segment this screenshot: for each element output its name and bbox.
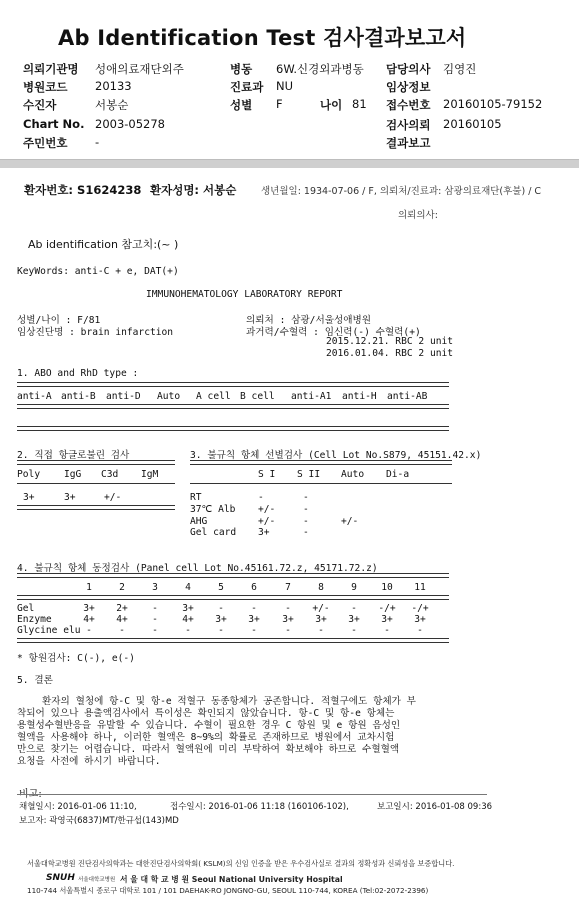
screening-row-label: AHG bbox=[190, 516, 208, 527]
screening-row-label: 37℃ Alb bbox=[190, 504, 236, 515]
screening-cell: - bbox=[303, 516, 309, 527]
patient-reg-no: 환자번호: S1624238 bbox=[24, 183, 142, 197]
test-request-label: 검사의뢰 bbox=[386, 118, 431, 132]
screening-cell: +/- bbox=[258, 516, 276, 527]
screening-cell: - bbox=[258, 492, 264, 503]
hospital-code-label: 병원코드 bbox=[23, 80, 68, 94]
dat-title: 2. 직접 항글로불린 검사 bbox=[17, 450, 130, 461]
receipt-no-label: 접수번호 bbox=[386, 98, 431, 112]
dat-header-cell: IgM bbox=[141, 469, 159, 480]
ab-identification-reference: Ab identification 참고치:(~ ) bbox=[28, 238, 179, 251]
collected-time: 채혈일시: 2016-01-06 11:10, bbox=[19, 802, 137, 812]
screening-row-label: RT bbox=[190, 492, 202, 503]
hospital-code-value: 20133 bbox=[95, 79, 132, 93]
table-rule bbox=[190, 460, 452, 465]
abo-header-cell: A cell bbox=[196, 391, 231, 402]
remarks-label: 비고: bbox=[19, 789, 42, 800]
panel-cell: +/- bbox=[312, 603, 330, 614]
panel-cell: - bbox=[119, 625, 125, 636]
table-rule bbox=[17, 595, 449, 600]
panel-cell: -/+ bbox=[378, 603, 396, 614]
conclusion-line: 착되어 있으나 용출액검사에서 특이성은 확인되지 않았습니다. 항-C 및 항-e 항체는 bbox=[17, 708, 395, 719]
snuh-logo-subtitle: 서울대학교병원 bbox=[78, 877, 116, 883]
panel-column-number: 2 bbox=[119, 582, 125, 593]
screening-cell: - bbox=[303, 504, 309, 515]
sex-age: 성별/나이 : F/81 bbox=[17, 315, 101, 326]
dat-value-poly: 3+ bbox=[23, 492, 35, 503]
panel-column-number: 5 bbox=[218, 582, 224, 593]
collector-label: 수진자 bbox=[23, 98, 57, 112]
panel-cell: 3+ bbox=[182, 603, 194, 614]
panel-cell: - bbox=[218, 603, 224, 614]
received-time: 접수일시: 2016-01-06 11:18 (160106-102), bbox=[170, 802, 349, 812]
panel-column-number: 1 bbox=[86, 582, 92, 593]
panel-row-label: Gel bbox=[17, 603, 35, 614]
panel-cell: - bbox=[152, 625, 158, 636]
panel-cell: - bbox=[251, 625, 257, 636]
dat-header-cell: IgG bbox=[64, 469, 82, 480]
panel-cell: 3+ bbox=[315, 614, 327, 625]
keywords: KeyWords: anti-C + e, DAT(+) bbox=[17, 266, 179, 277]
sex-label: 성별 bbox=[230, 98, 253, 112]
ward-value: 6W.신경외과병동 bbox=[276, 62, 364, 76]
panel-cell: 3+ bbox=[215, 614, 227, 625]
table-rule bbox=[17, 382, 449, 387]
abo-header-cell: anti-B bbox=[61, 391, 96, 402]
screening-header-cell: S II bbox=[297, 469, 321, 480]
diagnosis: 임상진단명 : brain infarction bbox=[17, 327, 174, 338]
antigen-test: * 항원검사: C(-), e(-) bbox=[17, 653, 135, 664]
abo-header-cell: anti-A bbox=[17, 391, 52, 402]
conclusion-title: 5. 결론 bbox=[17, 675, 53, 686]
panel-cell: - bbox=[318, 625, 324, 636]
abo-header-cell: anti-D bbox=[106, 391, 141, 402]
panel-cell: - bbox=[218, 625, 224, 636]
panel-cell: - bbox=[351, 603, 357, 614]
sex-value: F bbox=[276, 97, 283, 111]
panel-column-number: 11 bbox=[414, 582, 426, 593]
panel-title: 4. 불규칙 항체 동정검사 (Panel cell Lot No.45161.72.z, 45171.72.z) bbox=[17, 563, 378, 574]
hospital-address: 110-744 서울특별시 종로구 대학로 101 / 101 DAEHAK-RO JONGNO-GU, SEOUL 110-744, KOREA (Tel:02-2072-2396) bbox=[27, 886, 429, 895]
screening-header-cell: Di-a bbox=[386, 469, 410, 480]
dat-value-igg: 3+ bbox=[64, 492, 76, 503]
doctor-value: 김영진 bbox=[443, 62, 477, 76]
table-rule bbox=[17, 638, 449, 643]
screening-cell: +/- bbox=[341, 516, 359, 527]
abo-header-cell: anti-AB bbox=[387, 391, 428, 402]
section-divider bbox=[0, 159, 579, 168]
panel-cell: - bbox=[351, 625, 357, 636]
panel-column-number: 10 bbox=[381, 582, 393, 593]
page-title: Ab Identification Test 검사결과보고서 bbox=[58, 26, 467, 50]
screening-cell: +/- bbox=[258, 504, 276, 515]
table-rule bbox=[17, 404, 449, 409]
receipt-no-value: 20160105-79152 bbox=[443, 97, 543, 111]
transfusion-record-1: 2015.12.21. RBC 2 unit bbox=[326, 336, 454, 347]
collector-value: 서봉순 bbox=[95, 98, 129, 112]
table-rule bbox=[17, 483, 175, 484]
clinical-info-label: 임상정보 bbox=[386, 80, 431, 94]
requester-label: 의뢰기관명 bbox=[23, 62, 79, 76]
abo-header-cell: anti-A1 bbox=[291, 391, 332, 402]
screening-title: 3. 불규칙 항체 선별검사 (Cell Lot No.S879, 45151.42.x) bbox=[190, 450, 482, 461]
conclusion-line: 혈액을 사용해야 하나, 이러한 혈액은 8~9%의 확률로 존재하므로 병원에서 교차시험 bbox=[17, 732, 395, 743]
lab-report-title: IMMUNOHEMATOLOGY LABORATORY REPORT bbox=[146, 289, 343, 300]
test-request-value: 20160105 bbox=[443, 117, 502, 131]
panel-cell: - bbox=[86, 625, 92, 636]
panel-row-label: Enzyme bbox=[17, 614, 52, 625]
requester-doctor: 의뢰의사: bbox=[398, 210, 438, 221]
panel-column-number: 9 bbox=[351, 582, 357, 593]
table-rule bbox=[17, 460, 175, 465]
panel-column-number: 7 bbox=[285, 582, 291, 593]
table-rule bbox=[17, 426, 449, 431]
doctor-label: 담당의사 bbox=[386, 62, 431, 76]
conclusion-line: 환자의 혈청에 항-C 및 항-e 적혈구 동종항체가 공존합니다. 적혈구에도 항체가 부 bbox=[42, 696, 416, 707]
panel-column-number: 6 bbox=[251, 582, 257, 593]
certification-note: 서울대학교병원 진단검사의학과는 대한진단검사의학회( KSLM)의 신임 인증을 받은 우수검사실로 결과의 정확성과 신뢰성을 보증합니다. bbox=[27, 859, 455, 868]
panel-cell: 4+ bbox=[182, 614, 194, 625]
footer-rule bbox=[17, 794, 487, 795]
panel-cell: - bbox=[152, 603, 158, 614]
abo-header-cell: B cell bbox=[240, 391, 275, 402]
panel-column-number: 8 bbox=[318, 582, 324, 593]
conclusion-line: 용혈성수혈반응을 유발할 수 있습니다. 수혈이 필요한 경우 C 항원 및 e 항원 음성인 bbox=[17, 720, 401, 731]
resident-no-label: 주민번호 bbox=[23, 136, 68, 150]
panel-cell: 3+ bbox=[282, 614, 294, 625]
panel-column-number: 3 bbox=[152, 582, 158, 593]
panel-cell: 2+ bbox=[116, 603, 128, 614]
table-rule bbox=[17, 573, 449, 578]
referrer: 의뢰처 : 삼광/서울성애병원 bbox=[246, 315, 372, 326]
panel-cell: - bbox=[185, 625, 191, 636]
screening-row-label: Gel card bbox=[190, 527, 237, 538]
result-report-label: 결과보고 bbox=[386, 136, 431, 150]
panel-cell: - bbox=[285, 625, 291, 636]
transfusion-record-2: 2016.01.04. RBC 2 unit bbox=[326, 348, 454, 359]
screening-header-cell: Auto bbox=[341, 469, 365, 480]
panel-column-number: 4 bbox=[185, 582, 191, 593]
snuh-logo: SNUH bbox=[46, 873, 75, 883]
panel-cell: - bbox=[251, 603, 257, 614]
chart-no-label: Chart No. bbox=[23, 117, 85, 131]
screening-header-cell: S I bbox=[258, 469, 276, 480]
screening-cell: 3+ bbox=[258, 527, 270, 538]
panel-cell: 3+ bbox=[348, 614, 360, 625]
reported-time: 보고일시: 2016-01-08 09:36 bbox=[377, 802, 493, 812]
dat-header-cell: C3d bbox=[101, 469, 119, 480]
resident-no-value: - bbox=[95, 135, 100, 149]
abo-header-cell: Auto bbox=[157, 391, 181, 402]
abo-header-cell: anti-H bbox=[342, 391, 377, 402]
conclusion-line: 요청을 사전에 하시기 바랍니다. bbox=[17, 756, 161, 767]
panel-cell: 3+ bbox=[414, 614, 426, 625]
transfusion-history: 과거력/수혈력 : 임신력(-) 수혈력(+) bbox=[246, 327, 421, 338]
abo-rhd-title: 1. ABO and RhD type : bbox=[17, 368, 139, 379]
dat-header-cell: Poly bbox=[17, 469, 41, 480]
panel-cell: 3+ bbox=[83, 603, 95, 614]
department-value: NU bbox=[276, 79, 294, 93]
table-rule bbox=[17, 505, 175, 510]
table-rule bbox=[190, 483, 452, 484]
ward-label: 병동 bbox=[230, 62, 253, 76]
panel-cell: - bbox=[285, 603, 291, 614]
age-label: 나이 bbox=[320, 98, 343, 112]
panel-cell: 4+ bbox=[116, 614, 128, 625]
conclusion-line: 만으로 찾기는 어렵습니다. 따라서 혈액원에 미리 부탁하여 확보해야 하므로 수혈혈액 bbox=[17, 744, 400, 755]
panel-cell: - bbox=[152, 614, 158, 625]
panel-cell: 4+ bbox=[83, 614, 95, 625]
dat-value-c3d: +/- bbox=[104, 492, 122, 503]
patient-name: 환자성명: 서봉순 bbox=[150, 183, 237, 197]
panel-cell: - bbox=[417, 625, 423, 636]
screening-cell: - bbox=[303, 492, 309, 503]
requester-value: 성애의료재단외주 bbox=[95, 62, 184, 76]
panel-cell: - bbox=[384, 625, 390, 636]
panel-cell: -/+ bbox=[411, 603, 429, 614]
panel-row-label: Glycine elu bbox=[17, 625, 81, 636]
reporter: 보고자: 곽영국(6837)MT/한규섭(143)MD bbox=[19, 816, 179, 826]
screening-cell: - bbox=[303, 527, 309, 538]
panel-cell: 3+ bbox=[248, 614, 260, 625]
age-value: 81 bbox=[352, 97, 367, 111]
panel-cell: 3+ bbox=[381, 614, 393, 625]
hospital-name: 서 울 대 학 교 병 원 Seoul National University Hospital bbox=[120, 875, 343, 884]
department-label: 진료과 bbox=[230, 80, 264, 94]
chart-no-value: 2003-05278 bbox=[95, 117, 165, 131]
patient-info: 생년월일: 1934-07-06 / F, 의뢰처/진료과: 삼광의료재단(후불) / C bbox=[261, 186, 542, 197]
